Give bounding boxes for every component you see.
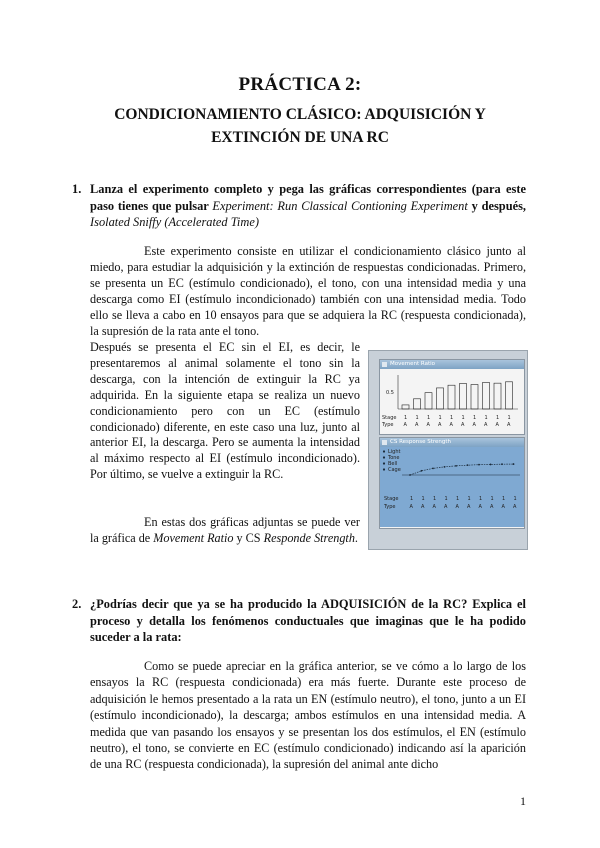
- movement-ratio-bar: [437, 388, 444, 409]
- cs-response-point: [467, 464, 469, 466]
- cs-response-point: [478, 464, 480, 466]
- page-subtitle: CONDICIONAMIENTO CLÁSICO: ADQUISICIÓN Y EXTINCIÓN DE UNA RC: [114, 106, 486, 146]
- paragraph-4: Como se puede apreciar en la gráfica anterior, se ve cómo a lo largo de los ensayos la RC (respuesta condicionada) era más fuerte. Durante este proceso de adquisición le hemos presentado a la rata un EN (estímulo neutro), el tono, junto a un EI (estímulo incondicionado), la descarga; ambos estímulos en una intensidad media. A medida que van pasando los ensayos y se presentan los dos estímulos, el EN (estímulo neutro), el tono, se convierte en EC (estímulo condicionado) indicando así la aparición de una RC (respuesta condicionada), la supresión del animal ante dicho: [90, 659, 526, 772]
- window-icon: [382, 362, 387, 367]
- stage-mark: 1: [438, 415, 442, 421]
- movement-ratio-bar: [471, 385, 478, 409]
- stage-mark: 1: [433, 496, 437, 502]
- type-mark: A: [421, 504, 425, 510]
- type-mark: A: [484, 422, 488, 428]
- cs-response-title: CS Response Strength: [390, 439, 452, 445]
- legend-label: Light: [388, 449, 401, 455]
- question-1: [72, 181, 527, 231]
- type-mark: A: [472, 422, 476, 428]
- stage-mark: 1: [410, 496, 414, 502]
- type-mark: A: [490, 504, 494, 510]
- type-mark: A: [449, 422, 453, 428]
- stage-mark: 1: [490, 496, 494, 502]
- legend-label: Cage: [388, 467, 401, 473]
- stage-mark: 1: [479, 496, 483, 502]
- stage-mark: 1: [502, 496, 506, 502]
- type-mark: A: [501, 504, 505, 510]
- question-2-text: ¿Podrías decir que ya se ha producido la ADQUISICIÓN de la RC? Explica el proceso y detalla los fenómenos conductuales que imaginas que le ha podido suceder a la rata:: [90, 597, 526, 644]
- legend-label: Bell: [388, 461, 398, 467]
- movement-ratio-bar: [448, 385, 455, 409]
- question-2-number: 2.: [72, 597, 82, 611]
- paragraph-3: [90, 515, 360, 547]
- type-mark: A: [403, 422, 407, 428]
- movement-ratio-bar: [425, 393, 432, 409]
- movement-ratio-titlebar: [380, 360, 524, 369]
- movement-ratio-title: Movement Ratio: [390, 361, 436, 367]
- type-mark: A: [455, 504, 459, 510]
- type-mark: A: [461, 422, 465, 428]
- cs-response-chart: [380, 447, 524, 527]
- question-2: [72, 596, 526, 646]
- question-1-number: 1.: [72, 182, 82, 196]
- type-mark: A: [495, 422, 499, 428]
- stage-mark: 1: [450, 415, 454, 421]
- stage-mark: 1: [473, 415, 477, 421]
- stage-mark: 1: [427, 415, 431, 421]
- stage-mark: 1: [421, 496, 425, 502]
- stage-label: Stage: [382, 415, 397, 421]
- cs-response-point: [444, 466, 446, 468]
- paragraph-2: Después se presenta el EC sin el EI, es decir, le presentaremos al animal solamente el tono sin la descarga, con la intención de extinguir la RC ya adquirida. En la siguiente etapa se realiza un nuevo condicionamiento pero con un EC (estímulo condicionado) diferente, en este caso una luz, junto al anterior EI, la descarga. Pero se aumenta la intensidad al máximo respecto al EI (estímulo incondicionado). Por último, se vuelve a extinguir la RC.: [90, 340, 360, 482]
- stage-mark: 1: [461, 415, 465, 421]
- type-mark: A: [438, 422, 442, 428]
- question-1-option: Isolated Sniffy (Accelerated Time): [90, 215, 259, 229]
- cs-response-point: [455, 465, 457, 467]
- cs-response-point: [421, 470, 423, 472]
- movement-ratio-bar: [414, 399, 421, 409]
- type-label: Type: [382, 422, 394, 428]
- type-mark: A: [513, 504, 517, 510]
- legend-dot: [383, 450, 385, 452]
- movement-ratio-chart: [380, 369, 524, 433]
- movement-ratio-bar: [460, 384, 467, 410]
- page-number: 1: [520, 794, 526, 808]
- movement-ratio-bar: [506, 382, 513, 409]
- type-mark: A: [467, 504, 471, 510]
- movement-ratio-bar: [483, 382, 490, 409]
- paragraph-3-text-b: y CS: [233, 530, 264, 545]
- stage-mark: 1: [467, 496, 471, 502]
- cs-response-titlebar: [380, 438, 524, 447]
- legend-label: Tone: [388, 455, 400, 461]
- question-1-text: Lanza el experimento completo y pega las gráficas correspondientes (para este paso tienes que pulsar: [90, 182, 526, 213]
- cs-response-point: [490, 464, 492, 466]
- stage-mark: 1: [404, 415, 408, 421]
- sniffy-graphs-figure: [368, 350, 528, 550]
- cs-response-panel: [379, 437, 525, 529]
- legend-dot: [383, 468, 385, 470]
- type-mark: A: [432, 504, 436, 510]
- type-mark: A: [444, 504, 448, 510]
- question-1-menu-path: Experiment: Run Classical Contioning Experiment: [212, 198, 468, 213]
- stage-mark: 1: [415, 415, 419, 421]
- type-mark: A: [426, 422, 430, 428]
- stage-mark: 1: [513, 496, 517, 502]
- type-mark: A: [478, 504, 482, 510]
- paragraph-3-text: En estas dos gráficas adjuntas se puede ver la gráfica de: [90, 515, 360, 545]
- legend-dot: [383, 462, 385, 464]
- type-mark: A: [507, 422, 511, 428]
- stage-mark: 1: [496, 415, 500, 421]
- paragraph-3-end: .: [354, 530, 358, 545]
- stage-mark: 1: [484, 415, 488, 421]
- stage-label-2: Stage: [384, 496, 399, 502]
- movement-ratio-bar: [494, 383, 501, 409]
- stage-mark: 1: [507, 415, 511, 421]
- cs-response-point: [432, 468, 434, 470]
- cs-response-term: Responde Strength: [263, 530, 355, 545]
- stage-mark: 1: [444, 496, 448, 502]
- movement-ratio-bar: [402, 405, 409, 409]
- type-mark: A: [415, 422, 419, 428]
- question-1-text-b: y después,: [467, 198, 527, 213]
- window-icon: [382, 440, 387, 445]
- type-label-2: Type: [384, 504, 396, 510]
- type-mark: A: [409, 504, 413, 510]
- cs-response-point: [501, 463, 503, 465]
- movement-ratio-term: Movement Ratio: [153, 530, 234, 545]
- stage-mark: 1: [456, 496, 460, 502]
- cs-response-point: [513, 463, 515, 465]
- cs-response-point: [409, 474, 411, 476]
- legend-dot: [383, 456, 385, 458]
- page-title: PRÁCTICA 2:: [238, 74, 362, 95]
- paragraph-1: Este experimento consiste en utilizar el condicionamiento clásico junto al miedo, para estudiar la adquisición y la extinción de respuestas condicionadas. Primero, se presenta un EC (estímulo condicionado), el tono, con una intensidad media y una descarga como EI (estímulo incondicionado) también con una intensidad media. Todo ello se lleva a cabo en 10 ensayos para que se adquiera la RC (respuesta condicionada), la supresión de la rata ante el tono.: [90, 244, 526, 338]
- y-tick-label: 0.5: [386, 390, 394, 396]
- movement-ratio-panel: [379, 359, 525, 435]
